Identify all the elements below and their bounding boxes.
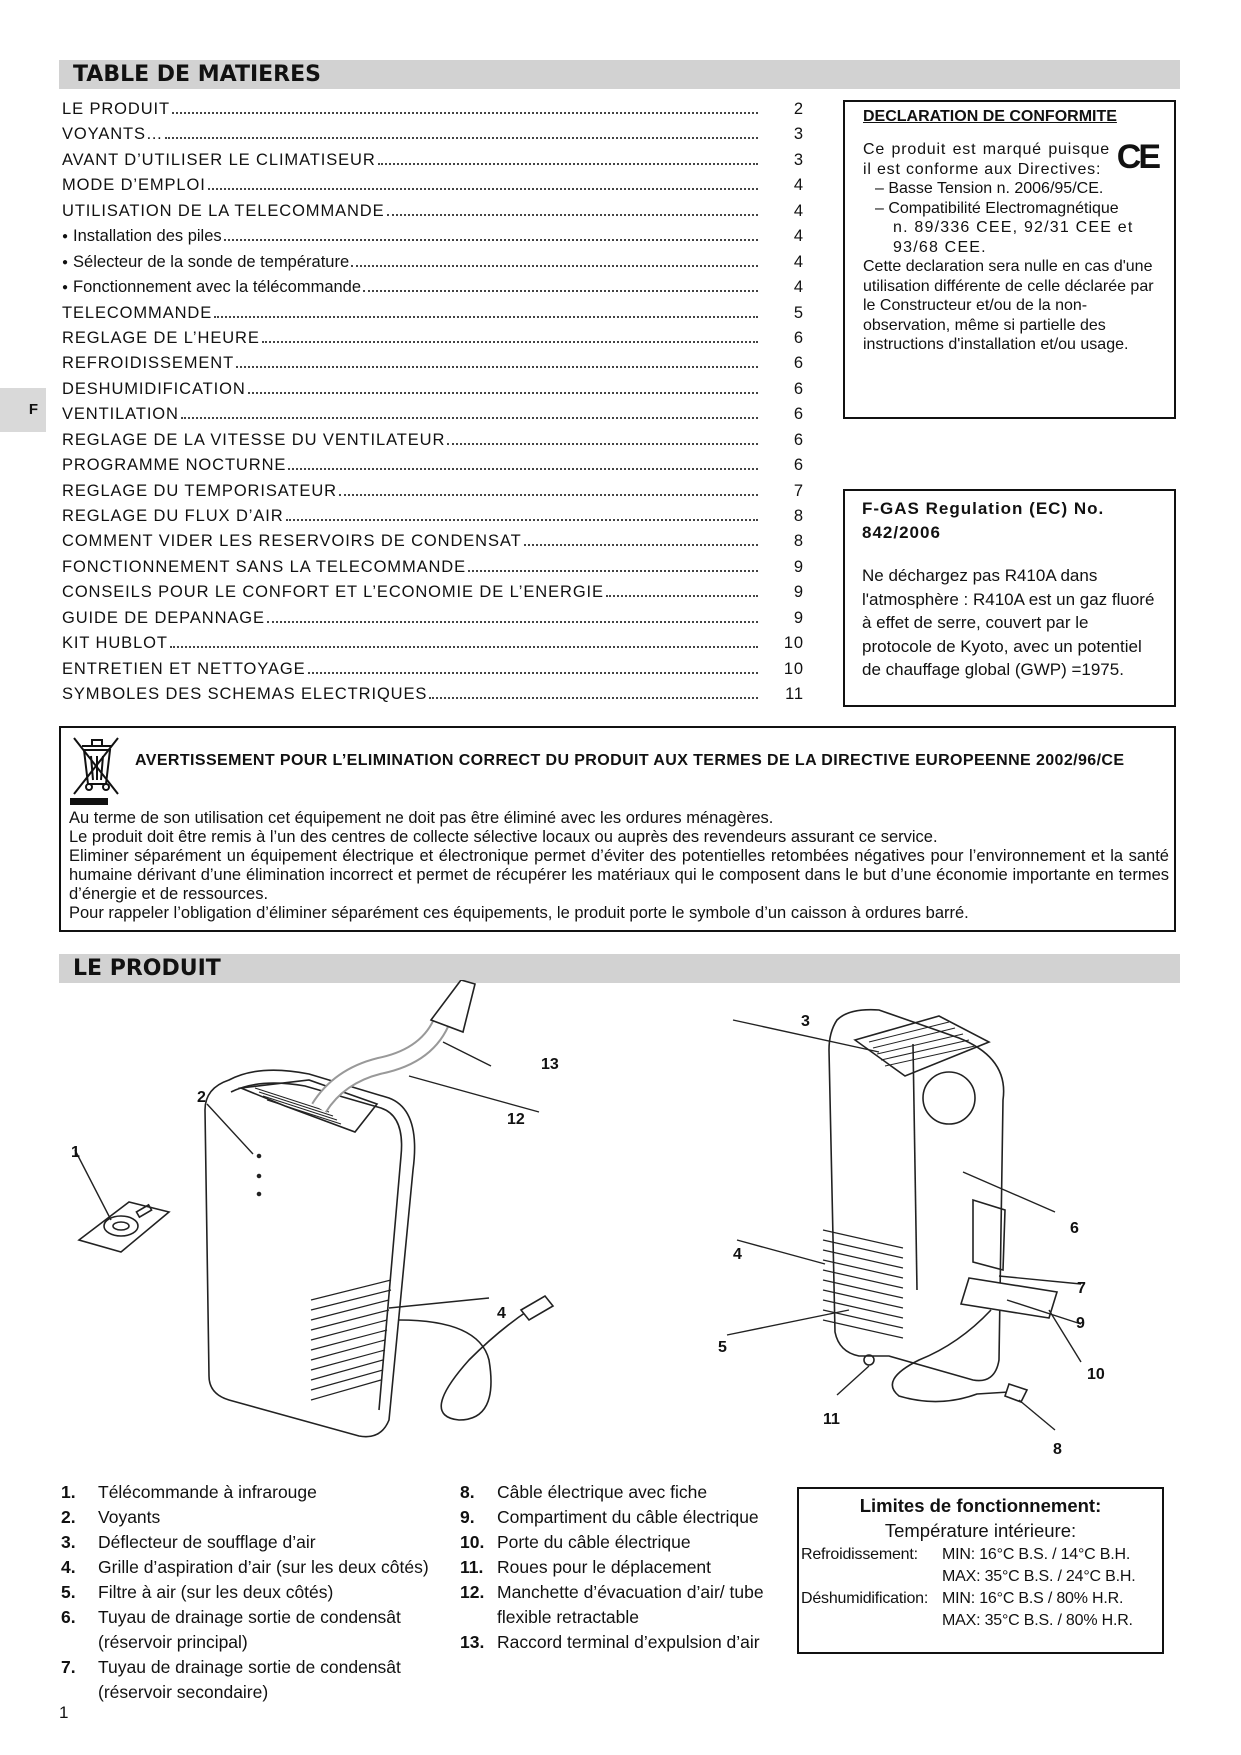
toc-entry-label: REGLAGE DU TEMPORISATEUR <box>62 481 337 500</box>
fgas-title: F-GAS Regulation (EC) No. 842/2006 <box>862 499 1105 542</box>
toc-leader-dots <box>170 646 758 648</box>
toc-entry-label: MODE D’EMPLOI <box>62 176 206 195</box>
callout-label: 5 <box>718 1339 727 1356</box>
toc-entry-page: 9 <box>793 583 804 602</box>
legend-item <box>460 1580 790 1630</box>
toc-entry-page: 4 <box>793 227 804 246</box>
fgas-body: Ne déchargez pas R410A dans l'atmosphère : R410A est un gaz fluoré à effet de serre, couvert par le protocole de Kyoto, avec un potentiel de chauffage global (GWP) =1975. <box>862 566 1155 679</box>
toc-leader-dots <box>181 417 758 419</box>
legend-item <box>61 1505 451 1530</box>
legend-text: Câble électrique avec fiche <box>497 1482 708 1502</box>
toc-entry-label: LE PRODUIT <box>62 100 171 118</box>
legend-number: 12. <box>460 1582 485 1602</box>
weee-paragraph: Le produit doit être remis à l’un des centres de collecte sélective locaux ou auprès des revendeurs assurant ce service. <box>69 828 938 846</box>
toc-entry-page: 10 <box>783 634 804 653</box>
toc-entry[interactable] <box>62 329 804 354</box>
toc-leader-dots <box>363 290 758 292</box>
legend-number: 4. <box>61 1557 76 1577</box>
legend-item <box>61 1555 451 1580</box>
declaration-line: 93/68 CEE. <box>893 238 987 256</box>
weee-title: AVERTISSEMENT POUR L’ELIMINATION CORRECT DU PRODUIT AUX TERMES DE LA DIRECTIVE EUROPEENNE 2002/96/CE <box>135 752 1125 769</box>
legend-item <box>460 1505 790 1530</box>
toc-entry-label: CONSEILS POUR LE CONFORT ET L’ECONOMIE DE L’ENERGIE <box>62 583 604 602</box>
fgas-box <box>843 489 1176 707</box>
callout-label: 4 <box>497 1305 506 1322</box>
toc-entry-page: 7 <box>793 481 804 500</box>
declaration-line: – Basse Tension n. 2006/95/CE. <box>875 180 1104 197</box>
toc-entry-label: REGLAGE DE L’HEURE <box>62 328 260 347</box>
legend-text: Voyants <box>98 1507 161 1527</box>
crossed-bin-icon <box>68 734 124 806</box>
legend-number: 1. <box>61 1482 76 1502</box>
toc-leader-dots <box>447 443 758 445</box>
toc-entry-label: REGLAGE DE LA VITESSE DU VENTILATEUR <box>62 430 446 449</box>
legend-text: Tuyau de drainage sortie de condensât (réservoir principal) <box>98 1607 401 1652</box>
toc-leader-dots <box>165 137 758 139</box>
legend-item <box>61 1530 451 1555</box>
callout-label: 1 <box>71 1144 80 1161</box>
legend-number: 3. <box>61 1532 76 1552</box>
toc-entry[interactable] <box>62 354 804 379</box>
legend-item <box>460 1480 790 1505</box>
toc-entry-label: ENTRETIEN ET NETTOYAGE <box>62 659 306 678</box>
legend-text: Télécommande à infrarouge <box>98 1482 317 1502</box>
limits-dehum-label: Déshumidification: <box>801 1590 929 1607</box>
toc-leader-dots <box>308 672 758 674</box>
toc-leader-dots <box>262 341 758 343</box>
legend-number: 8. <box>460 1482 475 1502</box>
legend-text: Porte du câble électrique <box>497 1532 691 1552</box>
legend-text: Roues pour le déplacement <box>497 1557 712 1577</box>
parts-legend-b <box>460 1480 790 1655</box>
callout-label: 3 <box>801 1013 810 1030</box>
parts-legend-a <box>61 1480 451 1705</box>
callout-label: 9 <box>1076 1315 1085 1332</box>
limits-title: Limites de fonctionnement: <box>859 1495 1102 1516</box>
toc-entry-label: TELECOMMANDE <box>62 303 213 322</box>
toc-entry[interactable] <box>62 660 804 685</box>
toc-entry-page: 6 <box>793 456 804 475</box>
legend-number: 6. <box>61 1607 76 1627</box>
declaration-line: n. 89/336 CEE, 92/31 CEE et <box>893 219 1134 236</box>
callout-label: 2 <box>197 1089 206 1106</box>
declaration-title: DECLARATION DE CONFORMITE <box>863 108 1117 125</box>
toc-entry[interactable] <box>62 583 804 608</box>
product-heading: LE PRODUIT <box>59 954 1180 983</box>
legend-number: 11. <box>460 1557 484 1577</box>
toc-entry[interactable] <box>62 456 804 481</box>
toc-entry[interactable] <box>62 634 804 659</box>
toc-entry-page: 5 <box>793 303 804 322</box>
toc-entry-label: ● Installation des piles <box>62 227 224 246</box>
toc-leader-dots <box>224 239 758 241</box>
toc-entry-page: 6 <box>793 328 804 347</box>
legend-text: Déflecteur de soufflage d’air <box>98 1532 316 1552</box>
toc-entry-label: ● Sélecteur de la sonde de température <box>62 253 351 272</box>
toc-entry-page: 3 <box>793 150 804 169</box>
toc-entry-label: UTILISATION DE LA TELECOMMANDE <box>62 201 385 220</box>
toc-entry[interactable] <box>62 482 804 507</box>
toc-entry-label: DESHUMIDIFICATION <box>62 379 246 398</box>
callout-label: 10 <box>1087 1366 1105 1383</box>
toc-leader-dots <box>524 544 758 546</box>
legend-text: Raccord terminal d’expulsion d’air <box>497 1632 760 1652</box>
page-number: 1 <box>59 1703 69 1722</box>
toc-entry-page: 4 <box>793 252 804 271</box>
toc-entry-label: AVANT D’UTILISER LE CLIMATISEUR <box>62 150 376 169</box>
toc-entry-label: COMMENT VIDER LES RESERVOIRS DE CONDENSAT <box>62 532 522 551</box>
callout-label: 12 <box>507 1111 525 1128</box>
legend-text: Filtre à air (sur les deux côtés) <box>98 1582 334 1602</box>
declaration-line: – Compatibilité Electromagnétique <box>875 199 1119 217</box>
toc-entry-page: 8 <box>793 532 804 551</box>
toc-entry-page: 6 <box>793 430 804 449</box>
toc-entry[interactable] <box>62 532 804 557</box>
toc-leader-dots <box>351 265 758 267</box>
toc-entry-label: PROGRAMME NOCTURNE <box>62 456 287 475</box>
legend-item <box>61 1605 451 1655</box>
limits-cooling-min: MIN: 16°C B.S. / 14°C B.H. <box>942 1546 1131 1563</box>
limits-dehum-min: MIN: 16°C B.S / 80% H.R. <box>942 1590 1124 1607</box>
toc-entry-label: VOYANTS… <box>62 125 164 144</box>
legend-number: 5. <box>61 1582 76 1602</box>
toc-entry[interactable] <box>62 100 804 125</box>
toc-entry-label: VENTILATION <box>62 405 179 424</box>
toc-leader-dots <box>286 519 758 521</box>
legend-number: 7. <box>61 1657 76 1677</box>
toc-entry[interactable] <box>62 202 804 227</box>
legend-item <box>61 1580 451 1605</box>
limits-subtitle: Température intérieure: <box>884 1520 1077 1541</box>
toc-entry-page: 9 <box>793 557 804 576</box>
toc-entry[interactable] <box>62 227 804 252</box>
callout-label: 4 <box>733 1246 742 1263</box>
ce-mark-icon: CE <box>1116 138 1158 176</box>
limits-cooling-label: Refroidissement: <box>801 1546 918 1563</box>
toc-entry-label: REGLAGE DU FLUX D’AIR <box>62 507 284 525</box>
legend-text: Grille d’aspiration d’air (sur les deux côtés) <box>98 1557 429 1577</box>
declaration-intro: Ce produit est marqué puisque il est conforme aux Directives: <box>863 141 1110 178</box>
legend-number: 13. <box>460 1632 485 1652</box>
toc-entry-page: 3 <box>793 125 804 144</box>
weee-paragraph: Pour rappeler l’obligation d’éliminer séparément ces équipements, le produit porte le symbole d’un caisson à ordures barré. <box>69 904 969 922</box>
toc-entry-page: 6 <box>793 405 804 424</box>
toc-entry[interactable] <box>62 685 804 710</box>
toc-leader-dots <box>214 316 758 318</box>
legend-number: 10. <box>460 1532 485 1552</box>
toc-leader-dots <box>387 214 758 216</box>
toc-leader-dots <box>339 494 758 496</box>
legend-item <box>61 1655 451 1705</box>
callout-label: 13 <box>541 1056 559 1073</box>
declaration-outro: Cette declaration sera nulle en cas d'une utilisation différente de celle déclarée par le Constructeur et/ou de la non-observation, même si partielle des instructions d'installation et/ou usage. <box>863 258 1154 353</box>
product-illustration <box>59 980 1180 1460</box>
weee-warning-box <box>59 726 1176 932</box>
toc-entry[interactable] <box>62 558 804 583</box>
declaration-box <box>843 100 1176 419</box>
toc-entry-label: KIT HUBLOT <box>62 634 168 653</box>
toc-entry-label: GUIDE DE DEPANNAGE <box>62 608 265 627</box>
toc-entry[interactable] <box>62 176 804 201</box>
toc-leader-dots <box>288 468 758 470</box>
toc-entry[interactable] <box>62 405 804 430</box>
toc-entry-page: 4 <box>793 176 804 195</box>
toc-entry-page: 11 <box>785 685 804 704</box>
weee-paragraph: Au terme de son utilisation cet équipement ne doit pas être éliminé avec les ordures ménagères. <box>69 809 774 827</box>
limits-cooling-max: MAX: 35°C B.S. / 24°C B.H. <box>942 1568 1136 1585</box>
legend-item <box>460 1555 790 1580</box>
legend-item <box>460 1630 790 1655</box>
callout-label: 11 <box>823 1411 840 1428</box>
legend-number: 9. <box>460 1507 475 1527</box>
toc-leader-dots <box>172 112 758 114</box>
toc-entry[interactable] <box>62 304 804 329</box>
toc-entry-page: 2 <box>793 100 804 118</box>
toc-entry[interactable] <box>62 151 804 176</box>
toc-entry[interactable] <box>62 278 804 303</box>
toc-entry-page: 9 <box>793 608 804 627</box>
toc-entry-page: 6 <box>793 354 804 373</box>
toc-entry[interactable] <box>62 380 804 405</box>
legend-number: 2. <box>61 1507 76 1527</box>
toc-entry-page: 8 <box>793 507 804 525</box>
callout-label: 6 <box>1070 1220 1079 1237</box>
legend-item <box>61 1480 451 1505</box>
toc-entry[interactable] <box>62 507 804 532</box>
legend-item <box>460 1530 790 1555</box>
toc-leader-dots <box>267 621 758 623</box>
legend-text: Tuyau de drainage sortie de condensât (réservoir secondaire) <box>98 1657 401 1702</box>
toc-entry[interactable] <box>62 431 804 456</box>
legend-text: Compartiment du câble électrique <box>497 1507 759 1527</box>
toc-entry-page: 4 <box>793 201 804 220</box>
toc-leader-dots <box>606 595 758 597</box>
toc-entry-page: 10 <box>783 659 804 678</box>
toc-entry-label: SYMBOLES DES SCHEMAS ELECTRIQUES <box>62 685 428 704</box>
table-of-contents <box>62 100 804 711</box>
toc-leader-dots <box>236 366 758 368</box>
callout-label: 8 <box>1053 1441 1062 1458</box>
toc-leader-dots <box>208 188 758 190</box>
operating-limits-box <box>797 1487 1164 1654</box>
toc-heading: TABLE DE MATIERES <box>59 60 1180 89</box>
legend-text: Manchette d’évacuation d’air/ tube flexible retractable <box>497 1582 764 1627</box>
toc-entry-label: FONCTIONNEMENT SANS LA TELECOMMANDE <box>62 557 467 576</box>
toc-entry-label: REFROIDISSEMENT <box>62 354 235 373</box>
limits-dehum-max: MAX: 35°C B.S. / 80% H.R. <box>942 1612 1133 1629</box>
toc-leader-dots <box>468 570 758 572</box>
toc-entry-label: ● Fonctionnement avec la télécommande <box>62 278 363 297</box>
toc-entry-page: 4 <box>793 278 804 297</box>
callout-label: 7 <box>1077 1280 1086 1297</box>
toc-entry-page: 6 <box>793 379 804 398</box>
weee-paragraph: Eliminer séparément un équipement électrique et électronique permet d’éviter des potentielles retombées négatives pour l’environnement et la santé humaine dérivant d’une élimination incorrect et permet de récupérer les matériaux qui le composent dans le but d’une économie importante en termes d’énergie et de ressources. <box>69 847 1169 903</box>
toc-leader-dots <box>378 163 758 165</box>
toc-leader-dots <box>429 697 758 699</box>
toc-entry[interactable] <box>62 253 804 278</box>
toc-leader-dots <box>248 392 758 394</box>
language-tab: F <box>0 388 46 432</box>
toc-entry[interactable] <box>62 125 804 150</box>
toc-entry[interactable] <box>62 609 804 634</box>
